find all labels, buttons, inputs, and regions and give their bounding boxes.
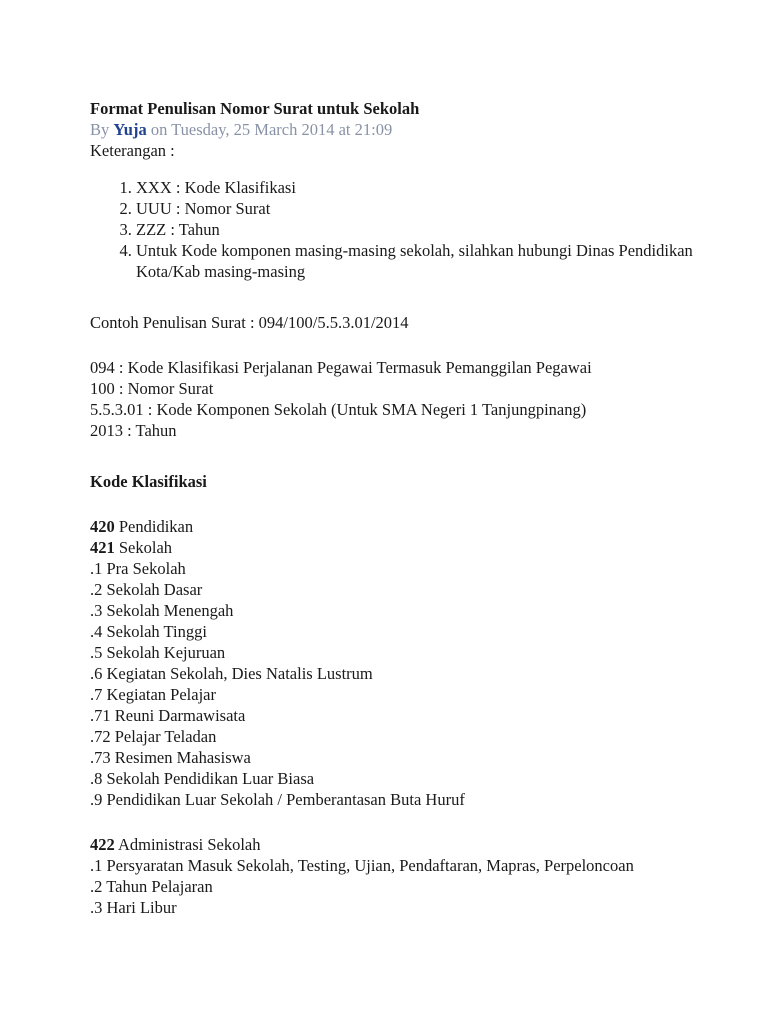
label-421: Sekolah: [114, 538, 173, 557]
list-item: 4. Untuk Kode komponen masing-masing sekolah, silahkan hubungi Dinas Pendidikan Kota/Kab masing-masing: [136, 240, 696, 282]
label-422: Administrasi Sekolah: [114, 835, 261, 854]
list-item: .9 Pendidikan Luar Sekolah / Pemberantasan Buta Huruf: [90, 790, 465, 809]
keterangan-label: Keterangan :: [90, 141, 175, 160]
author-link[interactable]: Yuja: [113, 120, 147, 139]
code-422: 422: [90, 835, 115, 854]
klasifikasi-422: [90, 834, 730, 855]
list-item: .1 Pra Sekolah: [90, 559, 186, 578]
klasifikasi-421: [90, 537, 730, 558]
klasifikasi-420: [90, 516, 730, 537]
list-item: 3. ZZZ : Tahun: [136, 219, 730, 240]
list-item: .73 Resimen Mahasiswa: [90, 748, 251, 767]
label-420: Pendidikan: [114, 517, 194, 536]
byline-date: on Tuesday, 25 March 2014 at 21:09: [146, 120, 393, 139]
list-item: .4 Sekolah Tinggi: [90, 622, 207, 641]
list-item: .6 Kegiatan Sekolah, Dies Natalis Lustrum: [90, 664, 373, 683]
keterangan-list: [90, 177, 730, 282]
contoh-detail: 5.5.3.01 : Kode Komponen Sekolah (Untuk SMA Negeri 1 Tanjungpinang): [90, 400, 587, 419]
code-421: 421: [90, 538, 115, 557]
list-item: .2 Tahun Pelajaran: [90, 877, 213, 896]
list-item: .1 Persyaratan Masuk Sekolah, Testing, Ujian, Pendaftaran, Mapras, Perpeloncoan: [90, 856, 634, 875]
contoh-detail: 2013 : Tahun: [90, 421, 177, 440]
byline-prefix: By: [90, 120, 114, 139]
list-item: 1. XXX : Kode Klasifikasi: [136, 177, 730, 198]
list-item: .72 Pelajar Teladan: [90, 727, 217, 746]
list-item: 2. UUU : Nomor Surat: [136, 198, 730, 219]
contoh-line: Contoh Penulisan Surat : 094/100/5.5.3.01/2014: [90, 313, 409, 332]
list-item: .7 Kegiatan Pelajar: [90, 685, 216, 704]
article-byline: [90, 119, 730, 140]
list-item: .3 Hari Libur: [90, 898, 177, 917]
contoh-detail: 094 : Kode Klasifikasi Perjalanan Pegawai Termasuk Pemanggilan Pegawai: [90, 358, 592, 377]
document-content: [90, 98, 730, 918]
article-title: Format Penulisan Nomor Surat untuk Sekolah: [90, 99, 420, 118]
list-item: .5 Sekolah Kejuruan: [90, 643, 226, 662]
list-item: .3 Sekolah Menengah: [90, 601, 234, 620]
list-item: .8 Sekolah Pendidikan Luar Biasa: [90, 769, 315, 788]
code-420: 420: [90, 517, 115, 536]
list-item: .71 Reuni Darmawisata: [90, 706, 246, 725]
list-item: .2 Sekolah Dasar: [90, 580, 203, 599]
contoh-detail: 100 : Nomor Surat: [90, 379, 214, 398]
klasifikasi-heading: Kode Klasifikasi: [90, 472, 207, 491]
